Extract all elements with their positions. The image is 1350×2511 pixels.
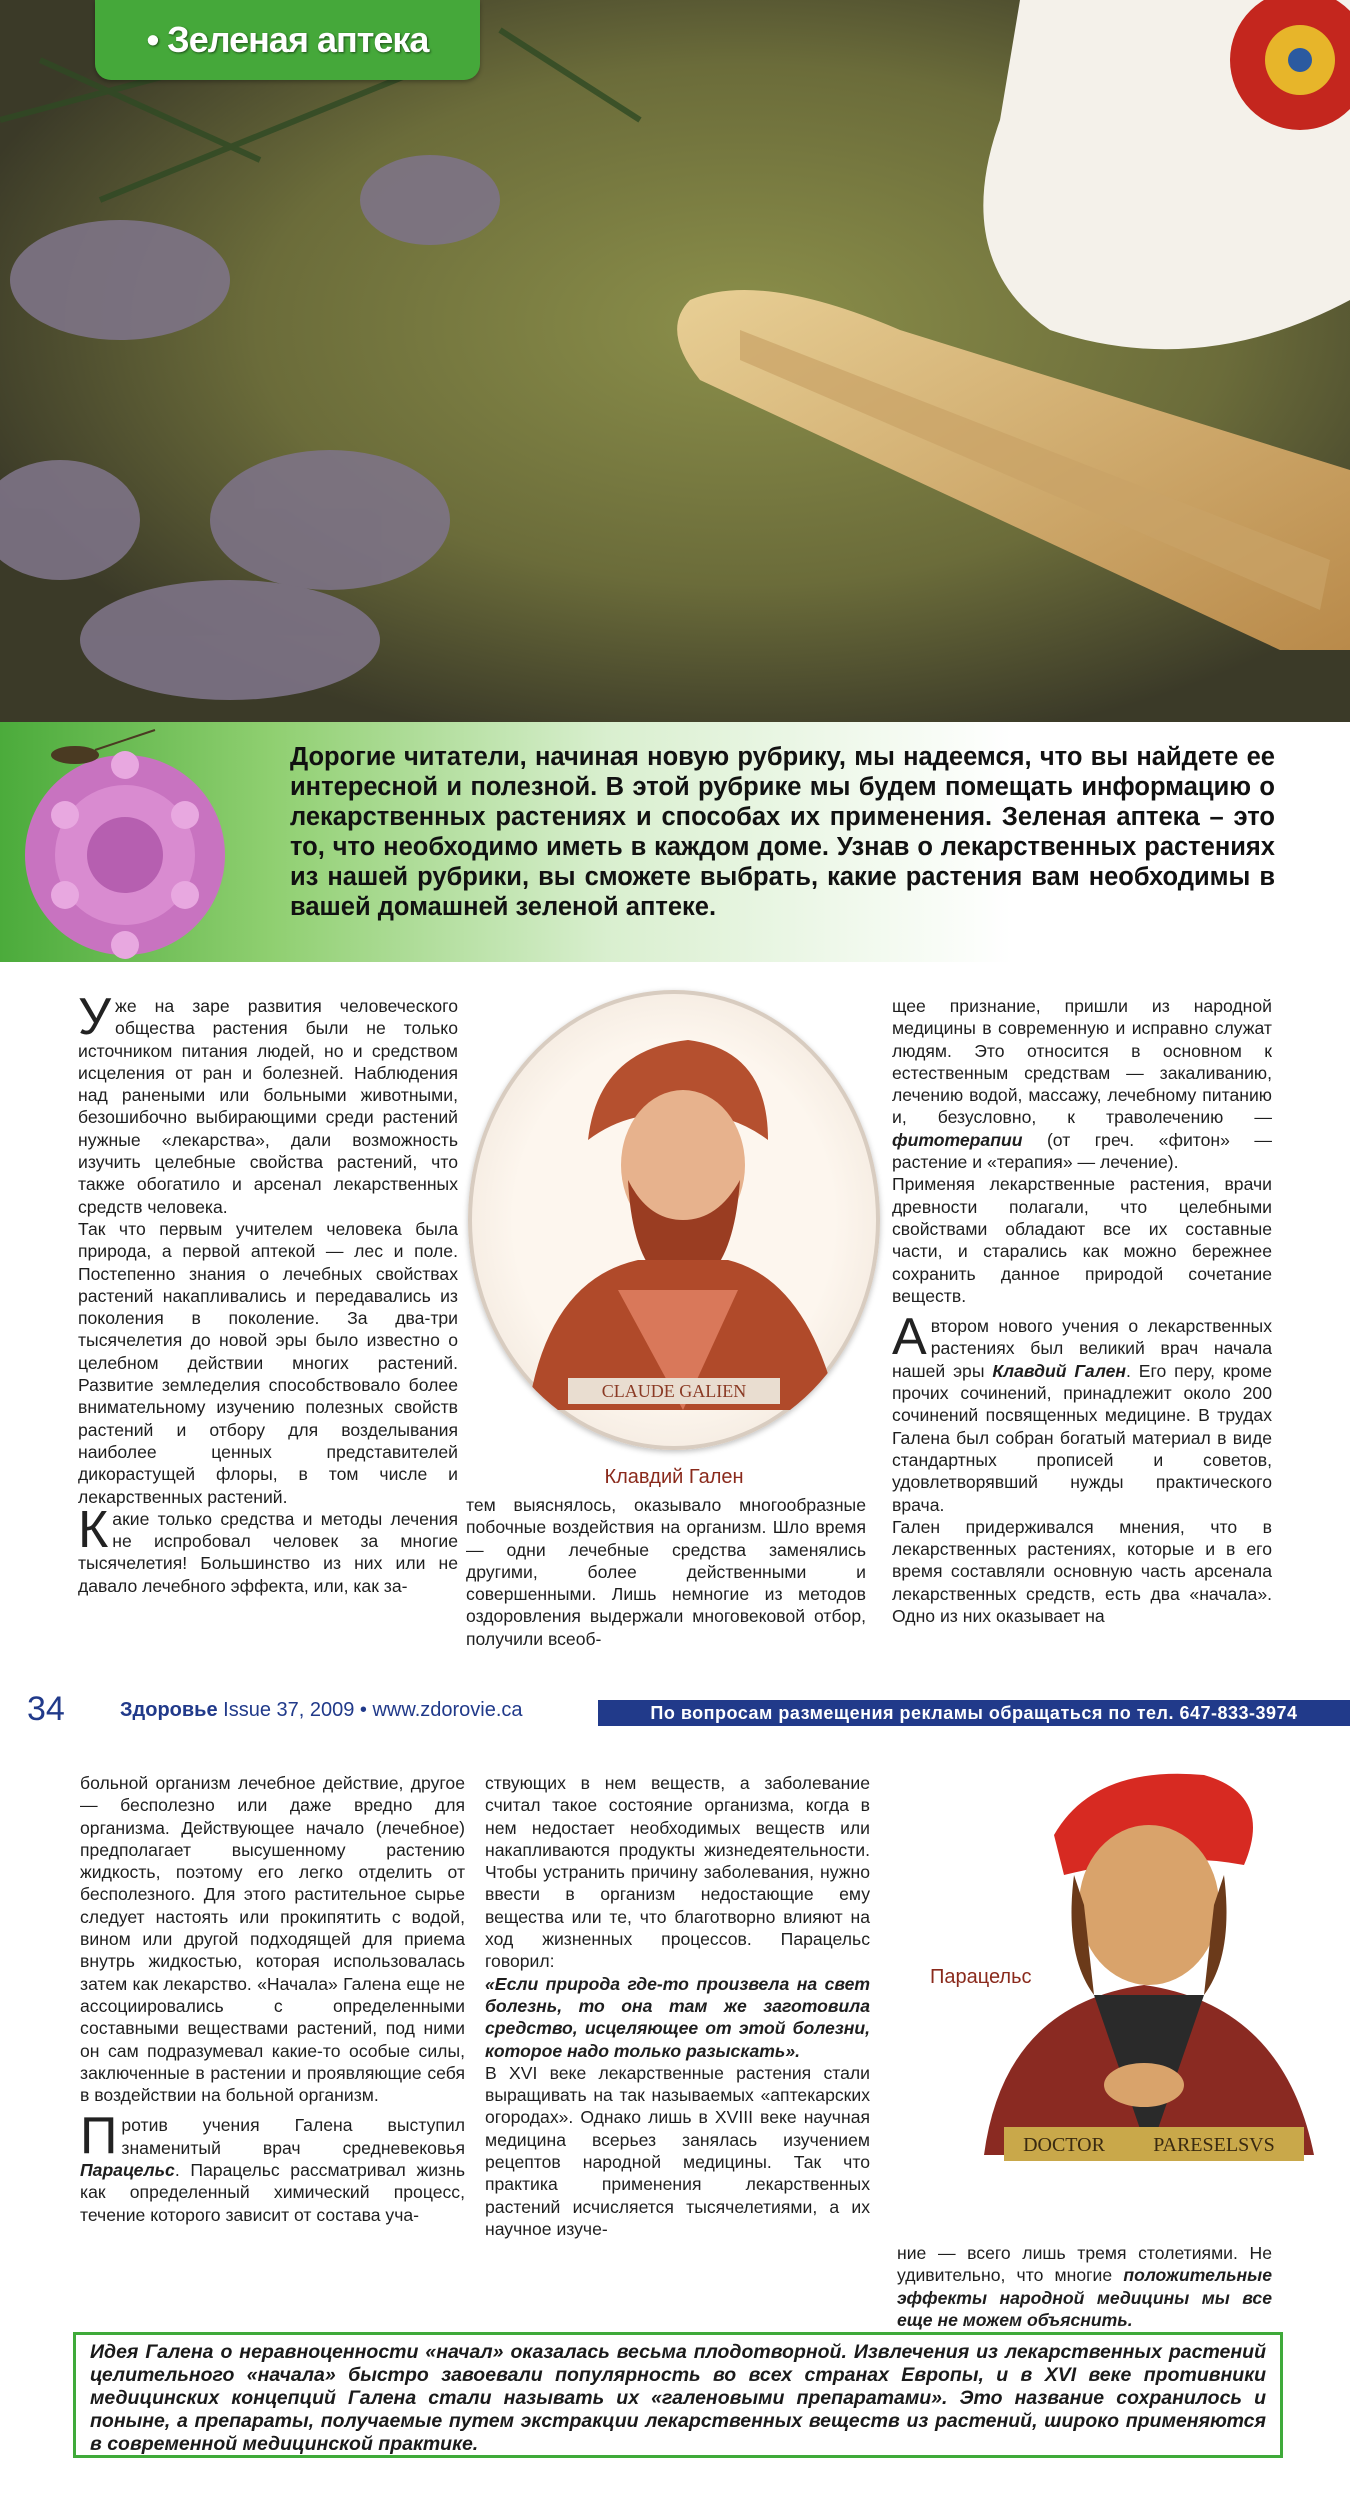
emphasis-text: положительные эффекты народной медицины мы все еще не можем объяснить. <box>897 2265 1272 2330</box>
paragraph: В XVI веке лекарственные растения стали выращивать на так называемых «аптекарских огородах». Однако лишь в XVIII веке научная медицина всерьез занялась изучением рецептов народной медицины. Так что практика применения лекарственных растений исчисляется тысячелетиями, а их научное изуче- <box>485 2062 870 2239</box>
paragraph-text: (от греч. «фитон» — растение и «терапия» — лечение). <box>892 1129 1272 1173</box>
emphasis-text: фитотерапии <box>892 1129 1023 1150</box>
paragraph <box>892 1308 1272 1516</box>
paragraph: ствующих в нем веществ, а заболевание считал такое состояние организма, когда в нем недостает необходимых веществ или накапливаются продукты жизнедеятельности. Чтобы устранить причину заболевания, нужно ввести в организм недостающие ему вещества или те, что благотворно влияют на ход жизненных процессов. Парацельс говорил: <box>485 1773 870 1972</box>
emphasis-text: Клавдий Гален <box>992 1360 1127 1381</box>
issue-info: Issue 37, 2009 • www.zdorovie.ca <box>217 1699 523 1721</box>
paracelsus-nameplate-right: PARESELSVS <box>1153 2134 1275 2156</box>
paragraph-text: же на заре развития человеческого общества растения были не только источником питания людей, но и средством исцеления от ран и болезней. Наблюдения над ранеными или больными животными, безошибочно выбирающими среди растений нужные «лекарства», дали возможность изучить целебные свойства растений, что также обогатило и арсенал лекарственных средств человека. <box>78 996 458 1217</box>
scabiosa-flower-icon <box>5 695 265 995</box>
galen-nameplate: CLAUDE GALIEN <box>601 1381 747 1401</box>
page-number: 34 <box>27 1690 65 1728</box>
paragraph-text: ние — всего лишь тремя столетиями. Не удивительно, что многие <box>897 2243 1272 2286</box>
article-column-2 <box>466 1494 866 1650</box>
paragraph <box>78 1500 458 1597</box>
section-label: • Зеленая аптека <box>146 19 429 60</box>
article-column-6 <box>897 2242 1272 2331</box>
paracelsus-nameplate-left: DOCTOR <box>1023 2134 1105 2156</box>
article-column-1 <box>78 988 458 1597</box>
magazine-name: Здоровье <box>120 1699 218 1721</box>
paragraph-text: ротив учения Галена выступил знаменитый врач средневековья <box>121 2115 465 2158</box>
drop-cap: П <box>80 2107 118 2166</box>
summary-box: Идея Галена о неравноценности «начал» оказалась весьма плодотворной. Извлечения из лекарственных растений целительного «начала» быстро завоевали популярность во всех странах Европы, и в XVI веке противники медицинских концепций Галена стали называть их «галеновыми препаратами». Это название сохранилось и поныне, а препараты, получаемые путем экстракции лекарственных веществ из растений, широко применяются в современной медицинской практике. <box>73 2332 1283 2458</box>
paracelsus-portrait <box>944 1755 1350 2170</box>
galen-portrait-engraving <box>468 990 880 1450</box>
intro-paragraph: Дорогие читатели, начиная новую рубрику, мы надеемся, что вы найдете ее интересной и полезной. В этой рубрике мы будем помещать информацию о лекарственных растениях и способах их применения. Зеленая аптека – это то, что необходимо иметь в каждом доме. Узнав о лекарственных растениях из нашей рубрики, вы сможете выбрать, какие растения вам необходимы в вашей домашней зеленой аптеке. <box>290 743 1275 921</box>
drop-cap: К <box>78 1500 109 1559</box>
paragraph-text: . Парацельс рассматривал жизнь как определенный химический процесс, течение которого зависит от состава уча- <box>80 2160 465 2225</box>
paragraph <box>897 2242 1272 2331</box>
paragraph <box>892 995 1272 1173</box>
paragraph-text: акие только средства и методы лечения не испробовал человек за многие тысячелетия! Большинство из них или не давало лечебного эффекта, или, как за- <box>78 1508 458 1596</box>
paracelsus-quote: «Если природа где-то произвела на свет болезнь, то она там же заготовила средство, исцеляющее от этой болезни, которое надо только разыскать». <box>485 1973 870 2061</box>
flower-image <box>5 695 265 995</box>
paragraph: Так что первым учителем человека была природа, а первой аптекой — лес и поле. Постепенно знания о лечебных свойствах растений накапливались и передавались из поколения в поколение. За два-три тысячелетия до новой эры было известно о целебном действии многих растений. Развитие земледелия способствовало более внимательному изучению полезных свойств растений и отбору для возделывания наиболее ценных представителей дикорастущей флоры, в том числе и лекарственных растений. <box>78 1218 458 1507</box>
article-column-4 <box>80 1772 465 2226</box>
article-column-5 <box>485 1772 870 2240</box>
drop-cap: У <box>78 988 112 1046</box>
hero-photo-herbs <box>0 0 1350 722</box>
herb-illustration <box>0 0 1350 722</box>
section-label-tab <box>95 0 480 80</box>
paragraph: Гален придерживался мнения, что в лекарственных растениях, которые и в его время составляли основную часть арсенала лекарственных средств, есть два «начала». Одно из них оказывает на <box>892 1516 1272 1627</box>
paracelsus-caption: Парацельс <box>930 1966 1032 1988</box>
emphasis-text: Парацельс <box>80 2160 175 2181</box>
paracelsus-painting <box>944 1755 1350 2170</box>
article-column-3 <box>892 995 1272 1627</box>
magazine-info <box>120 1699 523 1722</box>
paragraph-text: . Его перу, кроме прочих сочинений, принадлежит около 200 сочинений посвященных медицине. В трудах Галена был собран богатый материал в виде стандартных прописей и советов, удовлетворявший нужды практического врача. <box>892 1360 1272 1515</box>
ad-contact-bar: По вопросам размещения рекламы обращаться по тел. 647-833-3974 <box>598 1700 1350 1726</box>
paragraph: больной организм лечебное действие, другое — бесполезно или даже вредно для организма. Действующее начало (лечебное) предполагает высушенному растению жидкость, поэтому его легко отделить от бесполезного. Для этого растительное сырье следует настоять или прокипятить с водой, вином или другой подходящей для приема внутрь жидкостью, которая использовалась затем как лекарство. «Начала» Галена еще не ассоциировались с определенными составными веществами растений, под ними он сам подразумевал какие-то особые силы, заключенные в растении и проявляющие себя в воздействии на больной организм. <box>80 1773 465 2106</box>
paragraph: Применяя лекарственные растения, врачи древности полагали, что целебными свойствами обладают все их составные части, и старались как можно бережнее сохранить данное природой сочетание веществ. <box>892 1174 1272 1306</box>
galen-caption: Клавдий Гален <box>604 1466 744 1488</box>
paragraph-text: щее признание, пришли из народной медицины в современную и исправно служат людям. Это относится в основном к естественным средствам — закаливанию, лечению водой, массажу, лечебному питанию и, безусловно, к траволечению — <box>892 996 1272 1128</box>
paragraph-text: втором нового учения о лекарственных растениях был великий врач начала нашей эры <box>892 1316 1272 1381</box>
paragraph <box>78 988 458 1218</box>
paragraph: тем выяснялось, оказывало многообразные побочные воздействия на организм. Шло время — одни лечебные средства заменялись другими, более действенными и совершенными. Лишь немногие из методов оздоровления выдержали многовековой отбор, получили всеоб- <box>466 1495 866 1649</box>
galen-portrait <box>468 990 880 1450</box>
paragraph <box>80 2107 465 2225</box>
drop-cap: А <box>892 1308 927 1367</box>
